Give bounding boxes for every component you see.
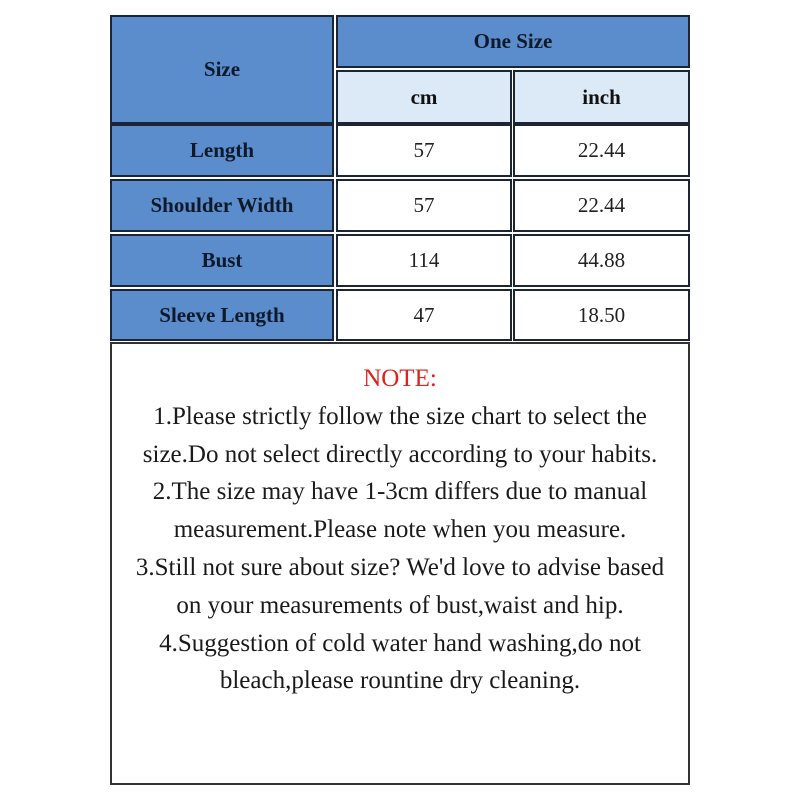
note-item-3: 3.Still not sure about size? We'd love to advise based on your measurements of bust,waist and hip. xyxy=(135,553,665,619)
cell-value: 22.44 xyxy=(577,193,626,217)
size-header-cell xyxy=(110,15,334,124)
note-item-2: 2.The size may have 1-3cm differs due to manual measurement.Please note when you measure. xyxy=(152,478,648,544)
cell-value: 57 xyxy=(413,138,435,162)
row-label-length xyxy=(110,124,334,177)
cm-header-cell xyxy=(336,70,512,124)
one-size-header-label: One Size xyxy=(473,29,553,53)
row-label-text: Shoulder Width xyxy=(150,193,294,217)
cell-value: 47 xyxy=(413,302,435,327)
row-label-sleeve-length xyxy=(110,289,334,341)
cell-value: 18.50 xyxy=(577,302,626,327)
cm-header-label: cm xyxy=(410,84,438,109)
row-label-text: Bust xyxy=(201,248,243,272)
row-label-shoulder-width xyxy=(110,179,334,232)
cell-value: 114 xyxy=(408,248,440,272)
length-cm-cell xyxy=(336,124,512,177)
row-label-bust xyxy=(110,234,334,287)
cell-value: 44.88 xyxy=(577,248,626,272)
bust-inch-cell xyxy=(513,234,690,287)
row-label-text: Length xyxy=(189,138,255,162)
row-label-text: Sleeve Length xyxy=(159,302,285,327)
note-box xyxy=(110,342,690,785)
note-item-1: 1.Please strictly follow the size chart to select the size.Do not select directly according to your habits. xyxy=(142,402,658,468)
shoulder-width-cm-cell xyxy=(336,179,512,232)
sleeve-length-cm-cell xyxy=(336,289,512,341)
cell-value: 57 xyxy=(413,193,435,217)
shoulder-width-inch-cell xyxy=(513,179,690,232)
sleeve-length-inch-cell xyxy=(513,289,690,341)
inch-header-cell xyxy=(513,70,690,124)
size-header-label: Size xyxy=(203,57,241,81)
one-size-header-cell xyxy=(336,15,690,68)
cell-value: 22.44 xyxy=(577,138,626,162)
length-inch-cell xyxy=(513,124,690,177)
inch-header-label: inch xyxy=(582,84,621,109)
bust-cm-cell xyxy=(336,234,512,287)
note-item-4: 4.Suggestion of cold water hand washing,do not bleach,please rountine dry cleaning. xyxy=(159,629,641,695)
note-title: NOTE: xyxy=(363,365,437,392)
